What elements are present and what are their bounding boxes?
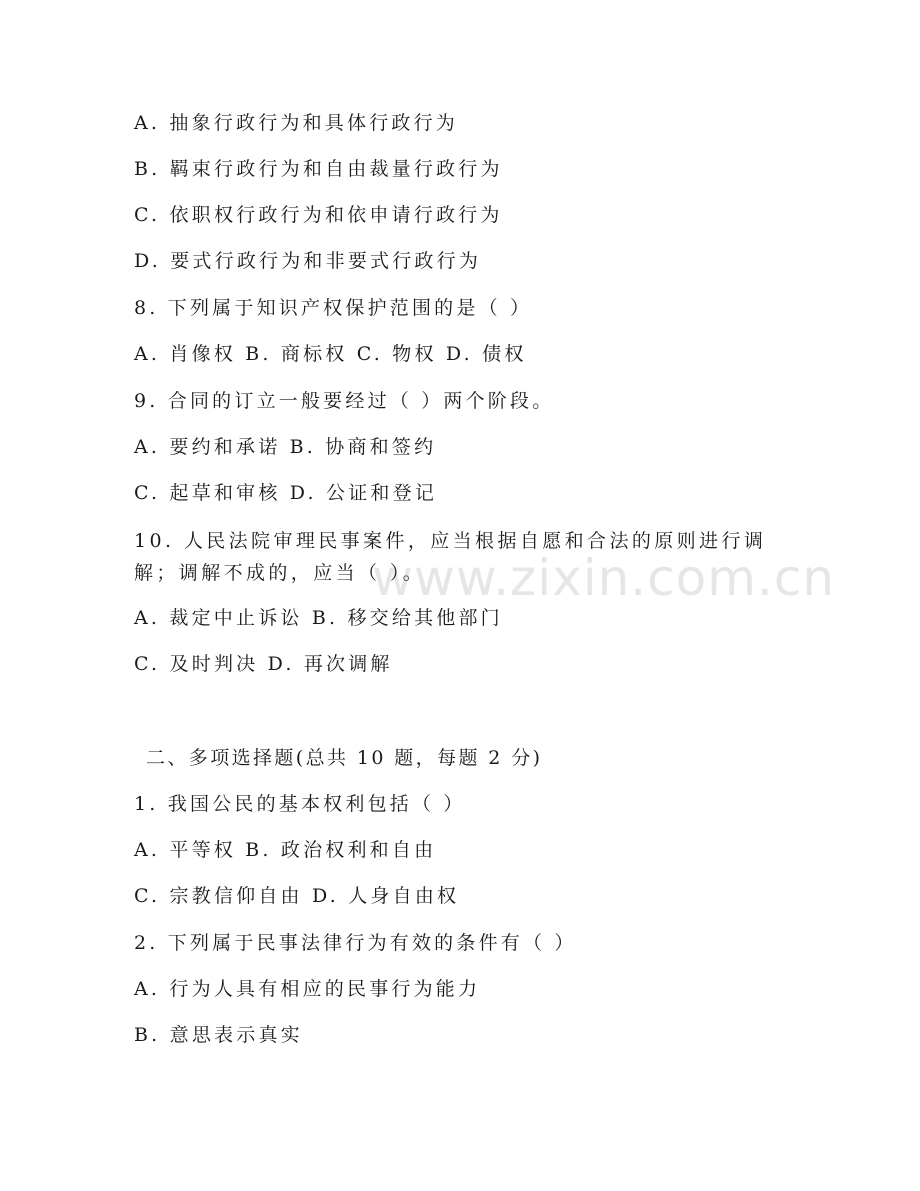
question-10-stem: 10. 人民法院审理民事案件，应当根据自愿和合法的原则进行调解；调解不成的，应当（ ）。	[134, 530, 767, 584]
mc-question-2-stem: 2. 下列属于民事法律行为有效的条件有（ ）	[134, 932, 577, 954]
mc-question-1-stem: 1. 我国公民的基本权利包括（ ）	[134, 793, 466, 815]
question-9-options-cd: C. 起草和审核 D. 公证和登记	[134, 482, 438, 504]
question-10-options-ab: A. 裁定中止诉讼 B. 移交给其他部门	[134, 607, 503, 629]
question-7-option-d: D. 要式行政行为和非要式行政行为	[134, 250, 482, 272]
question-8-stem: 8. 下列属于知识产权保护范围的是（ ）	[134, 297, 533, 319]
question-10-options-cd: C. 及时判决 D. 再次调解	[134, 653, 393, 675]
question-7-option-a: A. 抽象行政行为和具体行政行为	[134, 112, 459, 134]
mc-question-2-option-a: A. 行为人具有相应的民事行为能力	[134, 978, 481, 1000]
question-7-option-c: C. 依职权行政行为和依申请行政行为	[134, 204, 503, 226]
question-8-options: A. 肖像权 B. 商标权 C. 物权 D. 债权	[134, 343, 527, 365]
question-7-option-b: B. 羁束行政行为和自由裁量行政行为	[134, 158, 503, 180]
question-9-options-ab: A. 要约和承诺 B. 协商和签约	[134, 436, 437, 458]
watermark: www.zixin.com.cn	[372, 549, 836, 607]
question-9-stem: 9. 合同的订立一般要经过（ ）两个阶段。	[134, 390, 555, 412]
mc-question-1-options-cd: C. 宗教信仰自由 D. 人身自由权	[134, 885, 460, 907]
mc-question-2-option-b: B. 意思表示真实	[134, 1024, 303, 1046]
section-heading-multiple-choice: 二、多项选择题(总共 10 题，每题 2 分)	[146, 747, 543, 769]
mc-question-1-options-ab: A. 平等权 B. 政治权利和自由	[134, 839, 437, 861]
